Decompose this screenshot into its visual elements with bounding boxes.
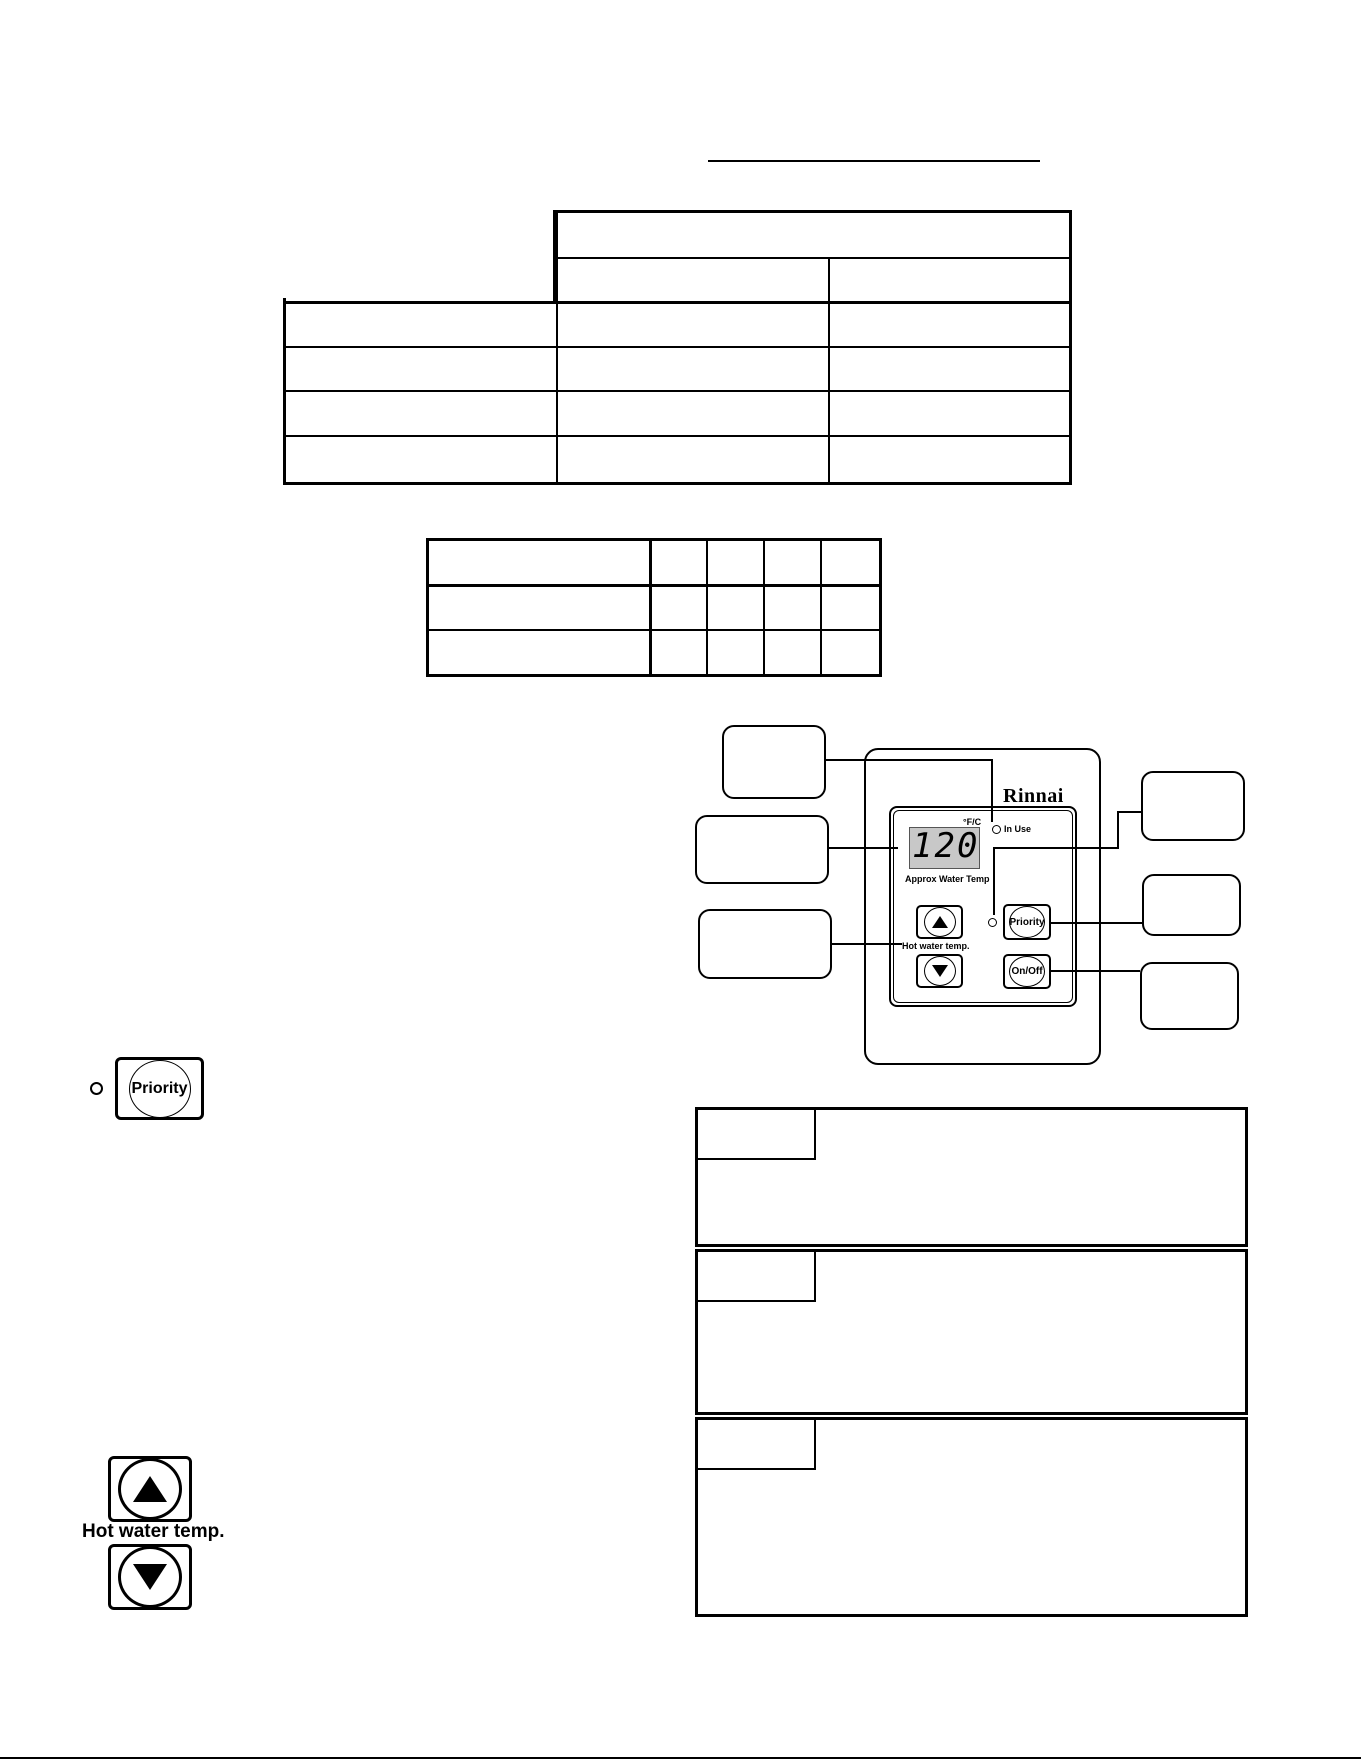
priority-indicator-large-icon xyxy=(90,1082,103,1095)
priority-button-large xyxy=(115,1057,204,1120)
priority-button-large-circle xyxy=(129,1060,191,1118)
notice-box-1-tab xyxy=(698,1110,816,1160)
notice-box-1 xyxy=(695,1107,1248,1247)
priority-button-large-label: Priority xyxy=(131,1079,188,1097)
temp-up-large-circle xyxy=(118,1458,182,1520)
in-use-label: In Use xyxy=(1004,824,1032,834)
triangle-down-icon xyxy=(131,1562,169,1592)
notice-box-3-tab xyxy=(698,1420,816,1470)
unit-label: °F/C xyxy=(963,817,982,827)
temp-down-large-circle xyxy=(118,1546,182,1608)
display-caption: Approx Water Temp xyxy=(905,874,990,884)
notice-box-3 xyxy=(695,1417,1248,1617)
priority-button-label: Priority xyxy=(1009,916,1045,928)
notice-box-2 xyxy=(695,1249,1248,1415)
temp-down-button-large xyxy=(108,1544,192,1610)
triangle-up-icon xyxy=(131,1474,169,1504)
onoff-button-label: On/Off xyxy=(1011,966,1043,977)
hot-water-temp-large-label: Hot water temp. xyxy=(82,1521,225,1542)
footer-rule xyxy=(0,1757,1361,1759)
temperature-display-value: 120 xyxy=(912,826,980,866)
temp-up-button-large xyxy=(108,1456,192,1522)
brand-logo: Rinnai xyxy=(1003,785,1064,807)
notice-box-2-tab xyxy=(698,1252,816,1302)
hot-water-temp-label: Hot water temp. xyxy=(902,941,970,951)
